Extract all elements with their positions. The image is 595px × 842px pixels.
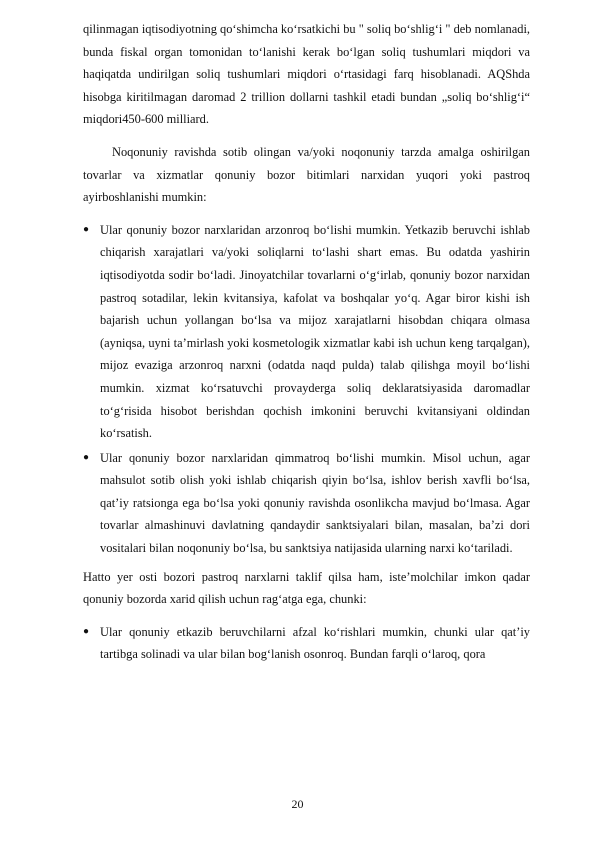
document-body [83,18,530,672]
paragraph-soliq-boshligi: qilinmagan iqtisodiyotning qoʻshimcha koʻrsatkichi bu " soliq boʻshligʻi " deb nomlanadi, bunda fiskal organ tomonidan toʻlanishi kerak boʻlgan soliq tushumlari miqdori va haqiqatda undirilgan soliq tushumlari miqdori oʻrtasidagi farq hisoblanadi. AQShda hisobga kiritilmagan daromad 2 trillion dollarni tashkil etadi bundan „soliq boʻshligʻi“ miqdori450-600 milliard. [83,22,530,127]
list-item-text: Ular qonuniy bozor narxlaridan arzonroq boʻlishi mumkin. Yetkazib beruvchi ishlab chiqarish xarajatlari va/yoki soliqlarni toʻlashi shart emas. Bu odatda yashirin iqtisodiyotda sodir boʻladi. Jinoyatchilar tovarlarni oʻgʻirlab, qonuniy bozor narxidan pastroq sotadilar, lekin kvitansiya, kafolat va boshqalar yoʻq. Agar biror kishi ish bajarish uchun yollangan boʻlsa va mijoz xarajatlarni hisobdan chiqara olmasa (ayniqsa, uyni taʼmirlash yoki kosmetologik xizmatlar kabi ish uchun keng tarqalgan), mijoz evaziga arzonroq narxni (odatda naqd pulda) talab qilishga moyil boʻlishi mumkin. xizmat koʻrsatuvchi provayderga soliq deklaratsiyasida daromadlar toʻgʻrisida hisobot berishdan qochish imkonini beruvchi kvitansiyani oldindan koʻrsatish. [100,222,530,441]
list-item [83,621,530,666]
list-item [83,219,530,445]
page-number: 20 [291,797,304,811]
list-item-text: Ular qonuniy bozor narxlaridan qimmatroq boʻlishi mumkin. Misol uchun, agar mahsulot sotib olish yoki ishlab chiqarish qiyin boʻlsa, ishlov berish xavfli boʻlsa, qatʼiy ratsionga ega boʻlsa yoki qonuniy ravishda osonlikcha mavjud boʻlmasa. Agar tovarlar almashinuvi davlatning qandaydir sanktsiyalari bilan, masalan, baʼzi dori vositalari bilan noqonuniy boʻlsa, bu sanktsiya natijasida ularning narxi koʻtariladi. [100,450,530,556]
bullet-dot-icon: ● [83,451,90,463]
bullet-dot-icon: ● [83,625,90,637]
paragraph-yer-osti-bozori: Hatto yer osti bozori pastroq narxlarni taklif qilsa ham, isteʼmolchilar imkon qadar qonuniy bozorda xarid qilish uchun ragʻatga ega, chunki: [83,569,530,607]
bullet-list-narxlar [83,219,530,560]
list-item-text: Ular qonuniy etkazib beruvchilarni afzal koʻrishlari mumkin, chunki ular qatʼiy tartibga solinadi va ular bilan bogʻlanish osonroq. Bundan farqli oʻlaroq, qora [100,624,530,662]
bullet-list-sabablar [83,621,530,666]
paragraph-noqonuniy-tovarlar: Noqonuniy ravishda sotib olingan va/yoki noqonuniy tarzda amalga oshirilgan tovarlar va xizmatlar qonuniy bozor bitimlari narxidan yuqori yoki pastroq ayirboshlanishi mumkin: [83,144,530,205]
bullet-dot-icon: ● [83,223,90,235]
list-item [83,447,530,560]
